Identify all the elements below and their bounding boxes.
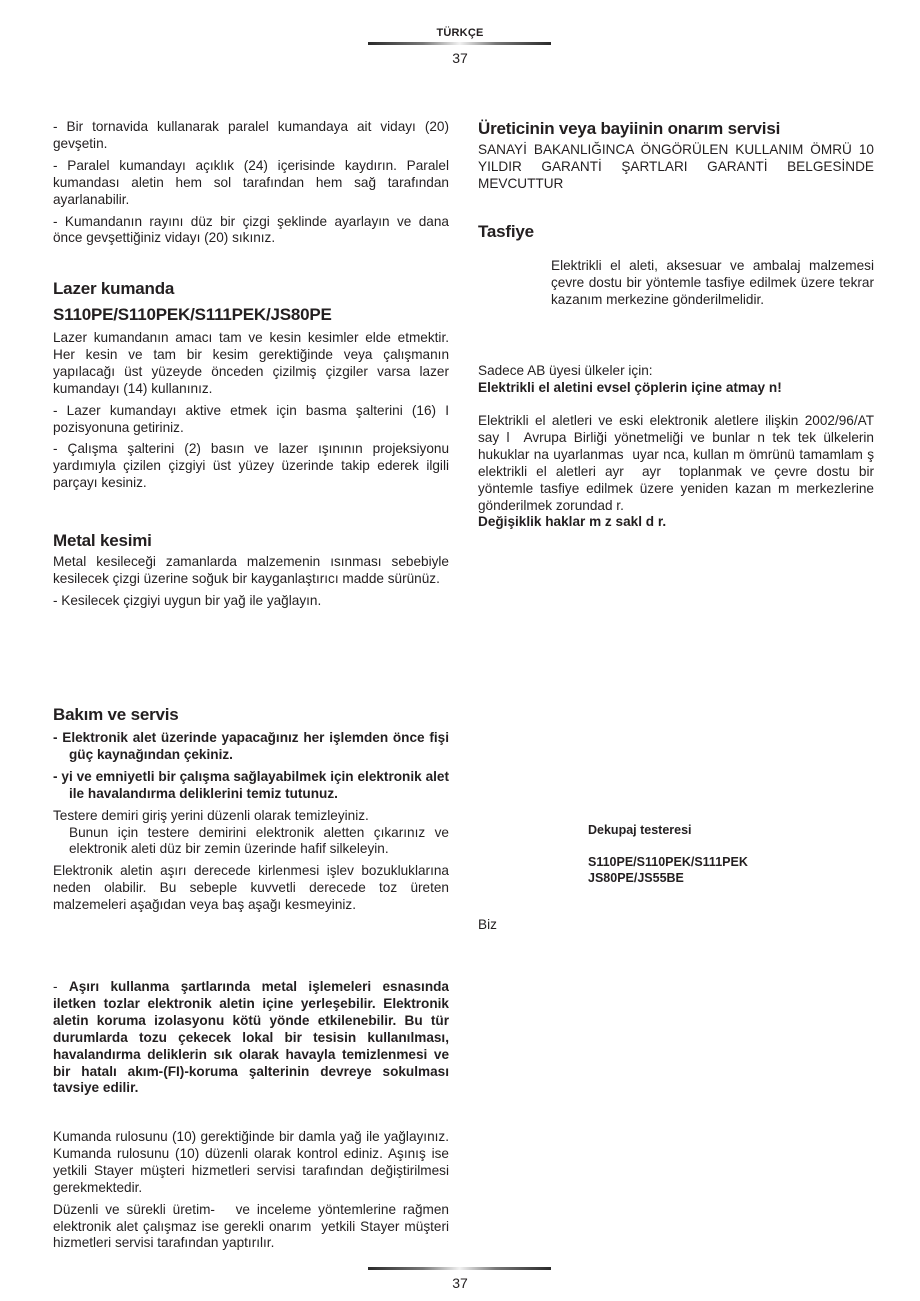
eu-section (478, 363, 874, 397)
language-header: TÜRKÇE (436, 27, 484, 39)
disposal-indented-block (551, 258, 874, 309)
clean-paragraph-rest: Bunun için testere demirini elektronik aletten çıkarınız ve elektronik aleti düz bir zemin üzerinde hafif silkeleyin. (69, 824, 449, 857)
laser-section (53, 278, 449, 492)
metal-section (53, 530, 449, 610)
laser-paragraph: - Çalışma şalterini (2) basın ve lazer ışınının projeksiyonu yardımıyla çizilen çizgiyi üst yüzey üzerinde takip ederek ilgili parçayı kesiniz. (53, 441, 449, 491)
maintenance-section (53, 704, 449, 914)
declaration-block (588, 822, 748, 886)
biz-label: Biz (478, 917, 497, 932)
laser-paragraph: Lazer kumandanın amacı tam ve kesin kesimler elde etmektir. Her kesin ve tam bir kesim gerektiğinde veya çalışmanın yapılacağı üst yüzeyde önceden çizilmiş çizgiler varsa lazer kumandayı (14) kullanınız. (53, 330, 449, 396)
page-number-top: 37 (452, 50, 468, 66)
declaration-models-line: S110PE/S110PEK/S111PEK (588, 855, 748, 869)
directive-section (478, 413, 878, 531)
header-rule (368, 42, 551, 45)
intro-paragraph: - Kumandanın rayını düz bir çizgi şeklinde ayarlayın ve dana önce gevşettiğiniz vidayı (20) sıkınız. (53, 213, 449, 246)
laser-heading: Lazer kumanda (53, 279, 175, 298)
eu-warning: Elektrikli el aletini evsel çöplerin içine atmay n! (478, 379, 782, 395)
rights-reserved: Değişiklik haklar m z sakl d r. (478, 514, 667, 530)
dirt-paragraph: Elektronik aletin aşırı derecede kirlenmesi işlev bozukluklarına neden olabilir. Bu sebeple kuvvetli derecede toz üreten malzemeleri aşağıdan veya baş aşağı kesmeyiniz. (53, 863, 449, 913)
intro-paragraph: - Paralel kumandayı açıklık (24) içerisinde kaydırın. Paralel kumandası aletin hem sol tarafından hem sağ tarafından ayarlanabilir. (53, 157, 449, 207)
page-number-bottom: 37 (452, 1275, 468, 1291)
intro-paragraph: - Bir tornavida kullanarak paralel kumandaya ait vidayı (20) gevşetin. (53, 119, 449, 151)
disposal-indented-text: Elektrikli el aleti, aksesuar ve ambalaj malzemesi çevre dostu bir yöntemle tasfiye edilmek üzere tekrar kazanım merkezine gönderilmelidir. (551, 258, 874, 307)
footer-rule (368, 1267, 551, 1270)
roller-paragraph: Kumanda rulosunu (10) gerektiğinde bir damla yağ ile yağlayınız. Kumanda rulosunu (10) düzenli olarak kontrol ediniz. Aşınış ise yetkili Stayer müşteri hizmetleri servisi tarafından değiştirilmesi gerekmektedir. (53, 1129, 449, 1195)
maintenance-bold-item: - Elektronik alet üzerinde yapacağınız her işlemden önce fişi güç kaynağından çekiniz. (53, 730, 449, 762)
clean-paragraph-first: Testere demiri giriş yerini düzenli olarak temizleyiniz. (53, 807, 369, 823)
metal-paragraph: - Kesilecek çizgiyi uygun bir yağ ile yağlayın. (53, 592, 322, 608)
laser-paragraph: - Lazer kumandayı aktive etmek için basma şalterini (16) I pozisyonuna getiriniz. (53, 402, 449, 435)
repair-service-section (478, 118, 874, 193)
directive-text: Elektrikli el aletleri ve eski elektronik aletlere ilişkin 2002/96/AT say l Avrupa Birliği yönetmeliği ve bunlar n tek tek ülkelerin hukuklar na uyarlanmas uyar nca, kullan m ömrünü tamamlam ş elektrikli el aletleri ayr ayr toplanmak ve çevre dostu bir yöntemle tasfiye edilmek üzere yeniden kazan m merkezlerine gönderilmek zorundad r. (478, 413, 878, 513)
metal-heading: Metal kesimi (53, 531, 152, 550)
declaration-models-line: JS80PE/JS55BE (588, 871, 684, 885)
warning-section (53, 979, 449, 1097)
disposal-section (478, 221, 874, 243)
maintenance-bold-item: - yi ve emniyetli bir çalışma sağlayabilmek için elektronik alet ile havalandırma deliklerini temiz tutunuz. (53, 768, 449, 801)
repair-service-heading: Üreticinin veya bayiinin onarım servisi (478, 119, 781, 138)
warning-bold-text: Aşırı kullanma şartlarında metal işlemeleri esnasında iletken tozlar elektronik aletin içine yerleşebilir. Elektronik aletin koruma izolasyonu kötü yönde etkilenebilir. Bu tür durumlarda tozu çekecek lokal bir tesisin kullanılması, havalandırma deliklerin sık olarak havayla temizlenmesi ve bir hatalı akım-(FI)-koruma şalterinin devreye sokulması tavsiye edilir. (53, 979, 449, 1096)
laser-models-heading: S110PE/S110PEK/S111PEK/JS80PE (53, 305, 332, 324)
repair-service-text: SANAYİ BAKANLIĞINCA ÖNGÖRÜLEN KULLANIM ÖMRÜ 10 YILDIR GARANTİ ŞARTLARI GARANTİ BELGESİNDE MEVCUTTUR (478, 142, 874, 191)
disposal-heading: Tasfiye (478, 222, 534, 241)
warning-paragraph (53, 979, 449, 1097)
product-name: Dekupaj testeresi (588, 823, 692, 837)
roller-section (53, 1129, 453, 1252)
eu-only-label: Sadece AB üyesi ülkeler için: (478, 363, 653, 378)
warning-prefix: - (53, 979, 69, 994)
maintenance-heading: Bakım ve servis (53, 705, 179, 724)
metal-paragraph: Metal kesileceği zamanlarda malzemenin ısınması sebebiyle kesilecek çizgi üzerine soğuk bir kayganlaştırıcı madde sürünüz. (53, 554, 449, 586)
left-intro (53, 119, 449, 247)
repair-paragraph: Düzenli ve sürekli üretim- ve inceleme yöntemlerine rağmen elektronik alet çalışmaz ise gerekli onarım yetkili Stayer müşteri hizmetleri servisi tarafından yaptırılır. (53, 1201, 453, 1251)
